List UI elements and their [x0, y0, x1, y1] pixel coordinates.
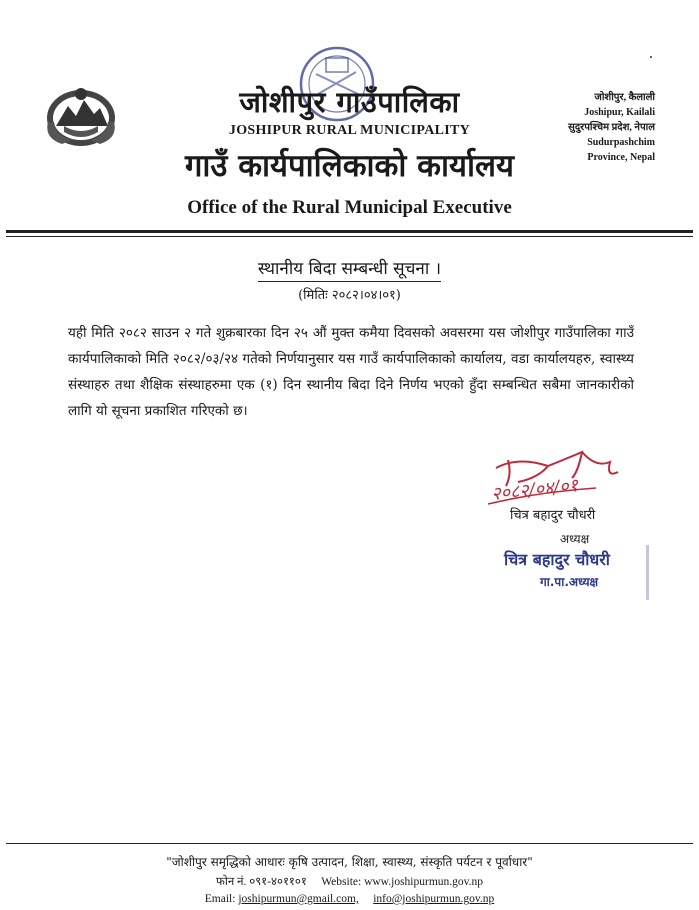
signatory-name: चित्र बहादुर चौधरी: [510, 508, 596, 523]
email-link-gmail[interactable]: joshipurmun@gmail.com,: [238, 893, 359, 905]
signatory-role: अध्यक्ष: [560, 532, 590, 546]
footer-website[interactable]: Website: www.joshipurmun.gov.np: [321, 876, 484, 888]
municipality-title-english: JOSHIPUR RURAL MUNICIPALITY: [228, 123, 471, 138]
email-link-info[interactable]: info@joshipurmun.gov.np: [373, 893, 495, 905]
seal-edge: [646, 545, 649, 600]
svg-text:२०८२/०४/०१: २०८२/०४/०१: [490, 474, 580, 505]
address-block: [568, 90, 655, 165]
header-divider-thick: [6, 230, 693, 233]
footer-motto: "जोशीपुर समृद्धिको आधारः कृषि उत्पादन, शिक्षा, स्वास्थ्य, संस्कृति पर्यटन र पूर्वाधार": [166, 855, 533, 869]
notice-body: यही मिति २०८२ साउन २ गते शुक्रबारका दिन २५ औं मुक्त कमैया दिवसको अवसरमा यस जोशीपुर गाउँपालिका गाउँ कार्यपालिकाको मिति २०८२/०३/२४ गतेको निर्णयानुसार यस गाउँ कार्यपालिकाको कार्यालय, वडा कार्यालयहरु, स्वास्थ्य संस्थाहरु तथा शैक्षिक संस्थाहरुमा एक (१) दिन स्थानीय बिदा दिने निर्णय भएको हुँदा सम्बन्धित सबैमा जानकारीको लागि यो सूचना प्रकाशित गरिएको छ।: [68, 325, 634, 419]
address-line: Sudurpashchim: [587, 137, 655, 148]
address-line: Joshipur, Kailali: [584, 107, 655, 118]
footer-email: [0, 893, 699, 905]
notice-date: (मितिः २०८२।०४।०१): [298, 288, 401, 303]
footer-divider: [6, 843, 693, 844]
seal-role: गा.पा.अध्यक्ष: [540, 575, 599, 589]
office-title-english: Office of the Rural Municipal Executive: [187, 197, 512, 218]
address-line: Province, Nepal: [587, 152, 655, 163]
footer-phone: फोन नं. ०९१-४०११०१: [215, 876, 307, 888]
address-line: जोशीपुर, कैलाली: [594, 92, 655, 103]
office-title-nepali: गाउँ कार्यपालिकाको कार्यालय: [184, 148, 515, 184]
speck: [650, 56, 652, 58]
notice-subject: [0, 256, 699, 279]
seal-name: चित्र बहादुर चौधरी: [504, 550, 610, 569]
notice-subject-text: स्थानीय बिदा सम्बन्धी सूचना ।: [258, 259, 441, 282]
email-label: Email:: [204, 893, 236, 905]
header-divider-thin: [6, 236, 693, 237]
municipality-title-nepali: जोशीपुर गाउँपालिका: [239, 85, 460, 119]
address-line: सुदुरपश्चिम प्रदेश, नेपाल: [568, 122, 655, 133]
footer-contact: [0, 874, 699, 889]
